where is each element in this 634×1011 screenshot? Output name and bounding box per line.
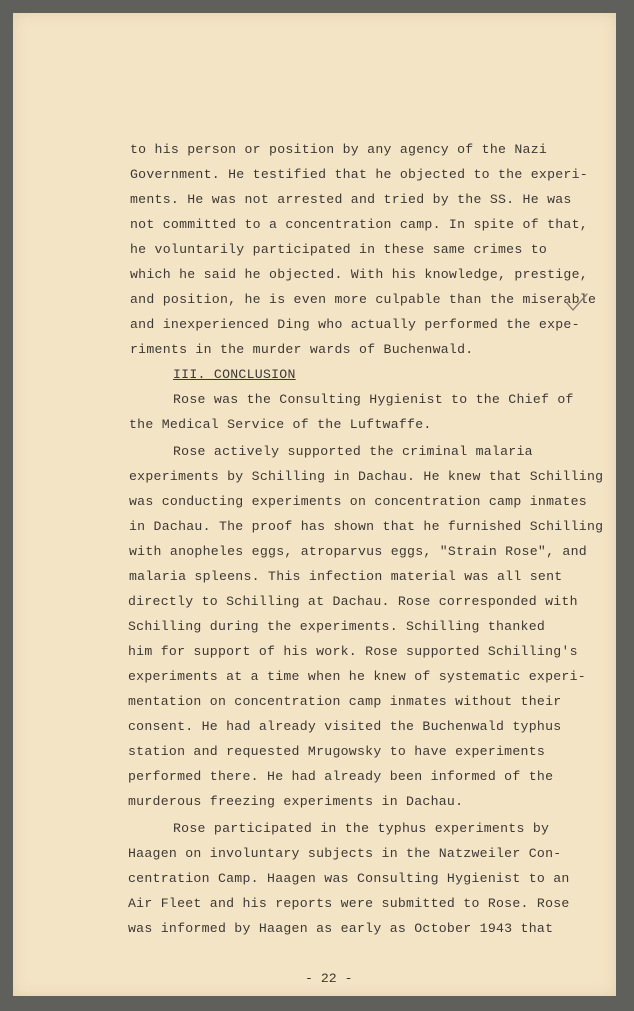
document-page — [13, 13, 616, 996]
section-heading: III. CONCLUSION — [173, 367, 296, 382]
text-line: not committed to a concentration camp. In spite of that, — [130, 217, 588, 232]
text-line: Haagen on involuntary subjects in the Natzweiler Con- — [128, 846, 562, 861]
text-line: Rose was the Consulting Hygienist to the Chief of — [173, 392, 574, 407]
text-line: was conducting experiments on concentration camp inmates — [129, 494, 587, 509]
text-line: malaria spleens. This infection material was all sent — [129, 569, 563, 584]
text-line: centration Camp. Haagen was Consulting Hygienist to an — [128, 871, 570, 886]
text-line: and inexperienced Ding who actually performed the expe- — [130, 317, 580, 332]
text-line: experiments by Schilling in Dachau. He knew that Schilling — [129, 469, 604, 484]
text-line: Air Fleet and his reports were submitted to Rose. Rose — [128, 896, 570, 911]
text-line: and position, he is even more culpable than the miserable — [130, 292, 597, 307]
text-line: was informed by Haagen as early as October 1943 that — [128, 921, 554, 936]
text-line: ments. He was not arrested and tried by the SS. He was — [130, 192, 572, 207]
text-line: he voluntarily participated in these same crimes to — [130, 242, 548, 257]
text-line: directly to Schilling at Dachau. Rose corresponded with — [128, 594, 578, 609]
text-line: experiments at a time when he knew of systematic experi- — [128, 669, 586, 684]
text-line: Rose participated in the typhus experiments by — [173, 821, 550, 836]
text-line: riments in the murder wards of Buchenwald. — [130, 342, 474, 357]
text-line: him for support of his work. Rose supported Schilling's — [128, 644, 578, 659]
text-line: Schilling during the experiments. Schilling thanked — [128, 619, 546, 634]
text-line: the Medical Service of the Luftwaffe. — [129, 417, 432, 432]
text-line: Government. He testified that he objected to the experi- — [130, 167, 588, 182]
page-number: - 22 - — [305, 971, 353, 986]
text-line: which he said he objected. With his knowledge, prestige, — [130, 267, 588, 282]
text-line: performed there. He had already been informed of the — [128, 769, 554, 784]
text-line: murderous freezing experiments in Dachau. — [128, 794, 464, 809]
text-line: in Dachau. The proof has shown that he furnished Schilling — [129, 519, 604, 534]
text-line: to his person or position by any agency of the Nazi — [130, 142, 548, 157]
checkmark-icon — [565, 291, 589, 313]
text-line: station and requested Mrugowsky to have experiments — [128, 744, 546, 759]
text-line: Rose actively supported the criminal malaria — [173, 444, 533, 459]
text-line: consent. He had already visited the Buchenwald typhus — [128, 719, 562, 734]
text-line: mentation on concentration camp inmates without their — [128, 694, 562, 709]
text-line: with anopheles eggs, atroparvus eggs, "Strain Rose", and — [129, 544, 587, 559]
